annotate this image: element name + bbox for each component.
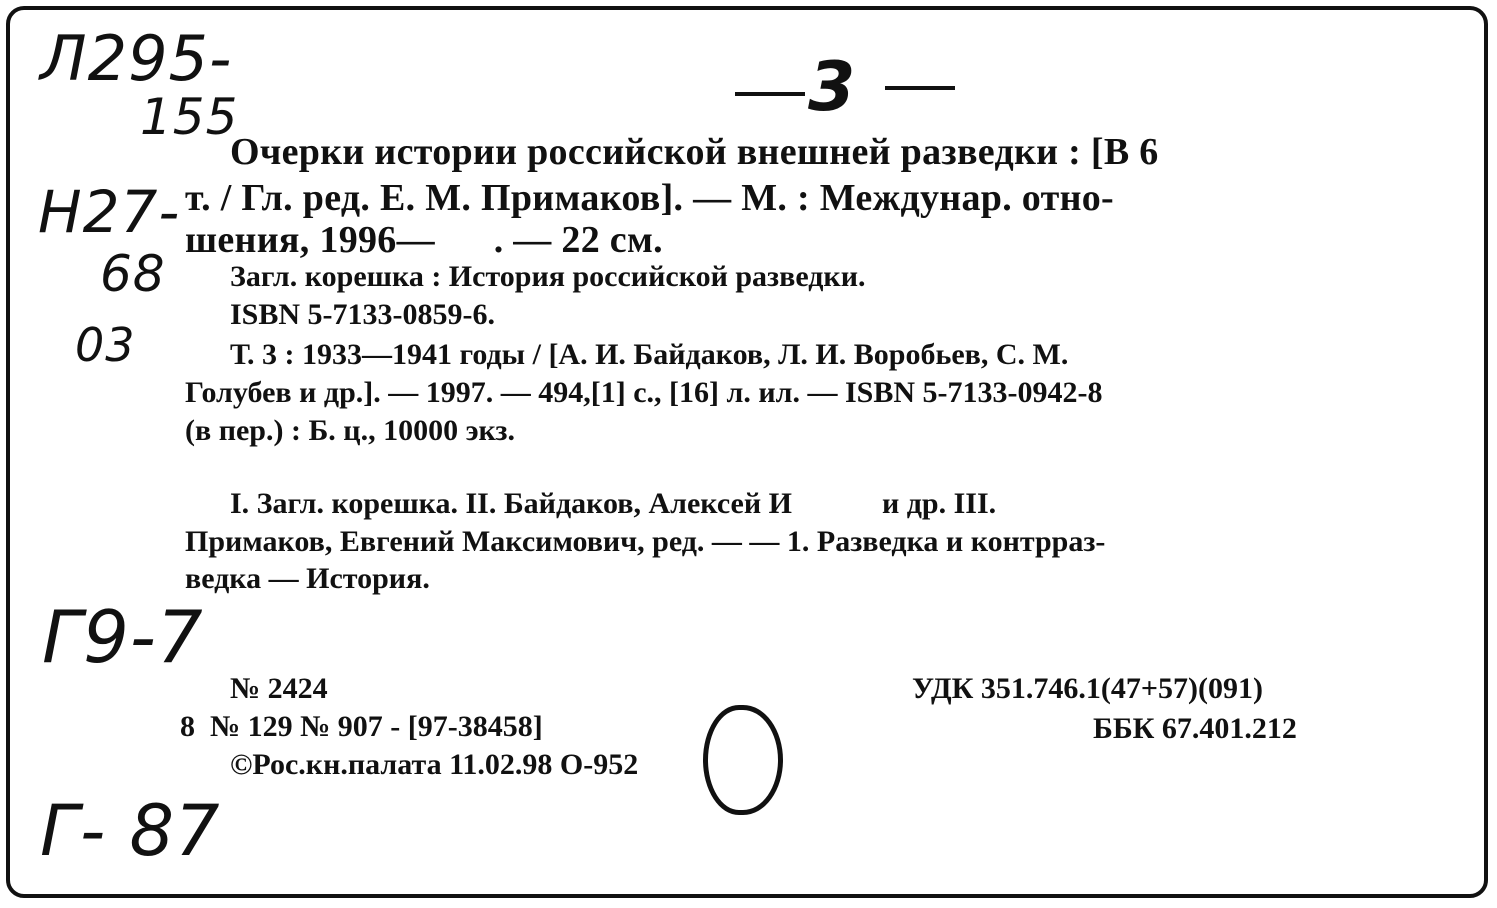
volume-line-2: Голубев и др.]. — 1997. — 494,[1] с., [16] л. ил. — ISBN 5-7133-0942-8 xyxy=(185,376,1103,409)
handwritten-code-68: 68 xyxy=(100,245,166,303)
title-line-2: т. / Гл. ред. Е. М. Примаков]. — М. : Междунар. отно- xyxy=(185,177,1115,219)
handwritten-dash-right xyxy=(885,86,955,90)
handwritten-code-03: 03 xyxy=(75,318,136,372)
handwritten-code-n27: Н27- xyxy=(38,178,181,246)
register-number: № 2424 xyxy=(230,672,328,705)
handwritten-dash-left xyxy=(735,92,805,96)
handwritten-code-g-87: Г- 87 xyxy=(40,790,221,872)
handwritten-code-155: 155 xyxy=(140,88,239,146)
isbn-line: ISBN 5-7133-0859-6. xyxy=(230,298,496,331)
handwritten-code-g9-7: Г9-7 xyxy=(42,595,204,679)
tracing-line-2: Примаков, Евгений Максимович, ред. — — 1. Разведка и контрраз- xyxy=(185,525,1106,558)
udk-code: УДК 351.746.1(47+57)(091) xyxy=(912,672,1263,705)
handwritten-number-3: 3 xyxy=(808,48,857,127)
book-chamber-line: ©Рос.кн.палата 11.02.98 О-952 xyxy=(230,748,639,781)
tracing-line-3: ведка — История. xyxy=(185,562,430,595)
punch-hole xyxy=(703,705,783,815)
spine-title-note: Загл. корешка : История российской разведки. xyxy=(230,260,866,293)
volume-line-1: Т. 3 : 1933—1941 годы / [А. И. Байдаков, Л. И. Воробьев, С. М. xyxy=(230,338,1069,371)
tracing-line-1: I. Загл. корешка. II. Байдаков, Алексей И и др. III. xyxy=(230,487,997,520)
handwritten-code-l295: Л295- xyxy=(40,22,233,95)
title-line-1: Очерки истории российской внешней разведки : [В 6 xyxy=(230,131,1159,173)
title-line-3: шения, 1996— . — 22 см. xyxy=(185,219,663,261)
volume-line-3: (в пер.) : Б. ц., 10000 экз. xyxy=(185,414,515,447)
bbk-code: ББК 67.401.212 xyxy=(1093,712,1297,745)
numbers-line: 8 № 129 № 907 - [97-38458] xyxy=(180,710,543,743)
